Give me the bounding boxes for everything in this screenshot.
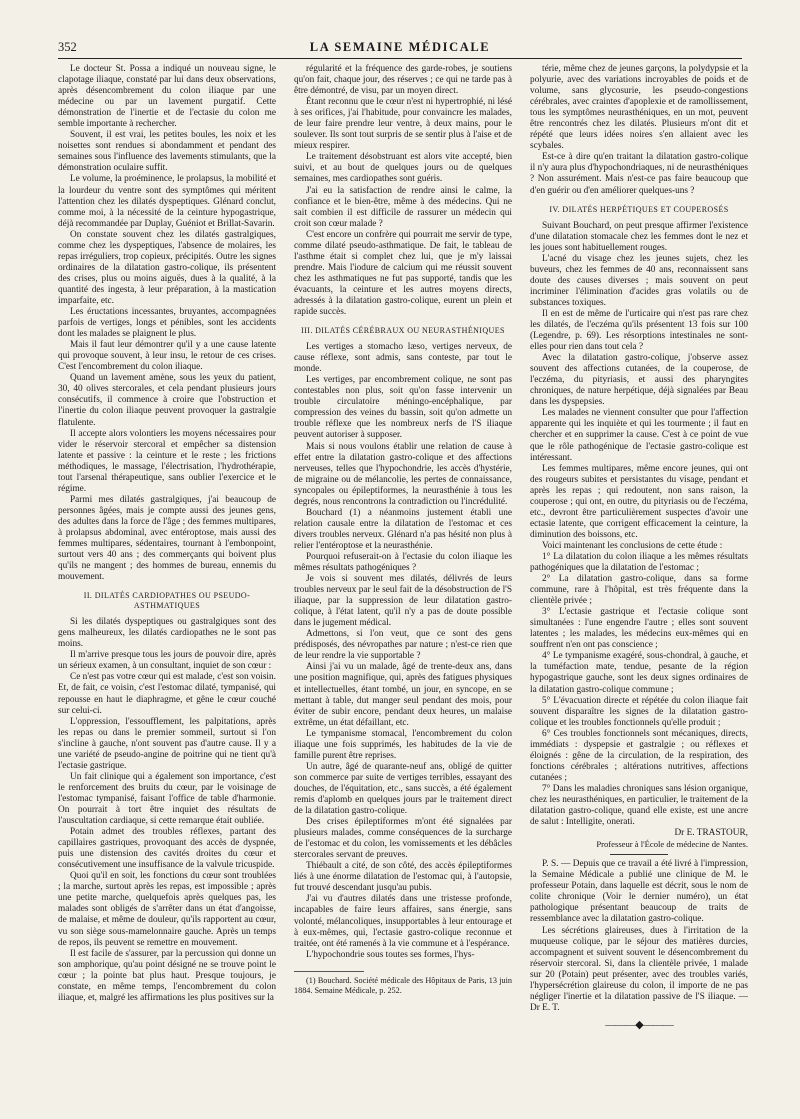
paragraph: Les sécrétions glaireuses, dues à l'irritation de la muqueuse colique, par le séjour des matières durcies, accompagnent et suivent souvent le désencombrement du réservoir stercoral. Si, dans la clientèle privée, 1 malade sur 20 (Potain) peut présenter, avec des troubles variés, l'hypersécrétion glaireuse du colon, il importe de ne pas négliger l'inertie et la dilatation passive de l'S iliaque. — Dr E. T. [530, 925, 748, 1013]
paragraph: J'ai eu la satisfaction de rendre ainsi le calme, la confiance et le bien-être, même à des médecins. Qui ne sait combien il est difficile de rassurer un médecin qui croit son cœur malade ? [294, 185, 512, 229]
paragraph: Mais si nous voulons établir une relation de cause à effet entre la dilatation gastro-colique et des affections nerveuses, telles que l'hypochondrie, les accès d'hystérie, de migraine ou de mélancolie, les pertes de connaissance, syncopales ou épileptiformes, la neurasthénie à tous les degrés, nous rencontrons la contradiction ou l'incrédulité. [294, 441, 512, 507]
paragraph: L'oppression, l'essoufflement, les palpitations, après les repas ou dans le premier sommeil, surtout si l'on s'incline à gauche, n'ont souvent pas d'autre cause. Il y a une variété de pseudo-angine de poitrine qui ne tient qu'à l'ectasie gastrique. [58, 716, 276, 771]
paragraph: 6° Ces troubles fonctionnels sont mécaniques, directs, immédiats : dyspepsie et gastralgie ; ou réflexes et éloignés : gêne de la circulation, de la respiration, des fonctions cérébrales ; altérations nutritives, affections cutanées ; [530, 728, 748, 783]
paragraph: Admettons, si l'on veut, que ce sont des gens prédisposés, des névropathes par nature ; n'est-ce rien que de leur rendre la vie supportable ? [294, 629, 512, 662]
paragraph: 3° L'ectasie gastrique et l'ectasie colique sont simultanées : l'une engendre l'autre ; elles sont souvent latentes ; les malades, les médecins eux-mêmes qui en souffrent n'en ont pas conscience ; [530, 607, 748, 651]
section-heading-herpetiques: IV. DILATÉS HERPÉTIQUES ET COUPEROSÉS [549, 204, 729, 214]
paragraph: Les vertiges a stomacho læso, vertiges nerveux, de cause réflexe, sont admis, sans conteste, par tout le monde. [294, 342, 512, 375]
paragraph: Étant reconnu que le cœur n'est ni hypertrophié, ni lésé à ses orifices, j'ai l'habitude, pour convaincre les malades, de leur faire prendre leur ventre, à deux mains, pour le soulever. Ils sont tout surpris de se sentir plus à l'aise et de mieux respirer. [294, 97, 512, 152]
author-signature: Dr E. TRASTOUR, [674, 828, 748, 839]
paragraph: Un fait clinique qui a également son importance, c'est le renforcement des bruits du cœur, par le voisinage de l'estomac tympanisé, faisant l'office de table d'harmonie. On pourrait à tort être inquiet des résultats de l'auscultation cardiaque, si cette remarque était oubliée. [58, 771, 276, 827]
paragraph: Pourquoi refuserait-on à l'ectasie du colon iliaque les mêmes résultats pathogéniques ? [294, 551, 512, 574]
paragraph: térie, même chez de jeunes garçons, la polydypsie et la polyurie, avec des variations incroyables de poids et de volume, sans glycosurie, les pseudo-congestions cérébrales, avec craintes d'apoplexie et de ramollissement, tous les symptômes neurasthéniques, en un mot, peuvent être rencontrés chez les dilatés. Plusieurs m'ont dit et répété que leurs idées noires s'en allaient avec les scybales. [530, 64, 748, 152]
author-title: Professeur à l'École de médecine de Nantes. [596, 839, 748, 850]
paragraph: Le docteur St. Possa a indiqué un nouveau signe, le clapotage iliaque, constaté par lui dans deux observations, après désencombrement du colon iliaque par une médecine ou par un lavement purgatif. Cette démonstration de l'inertie et de l'ectasie du colon me semble importante à rechercher. [58, 64, 276, 130]
section-heading-cerebraux: III. DILATÉS CÉRÉBRAUX OU NEURASTHÉNIQUES [301, 326, 505, 336]
col1b-paragraphs [58, 617, 276, 1004]
paragraph: Ainsi j'ai vu un malade, âgé de trente-deux ans, dans une position magnifique, qui, après des fatigues physiques et intellectuelles, étant tombé, un jour, en syncope, en se mettant à table, dut manger seul pendant des mois, pour éviter de subir encore, pendant deux heures, un malaise extrême, un état défaillant, etc. [294, 662, 512, 728]
footnote: (1) Bouchard. Société médicale des Hôpitaux de Paris, 13 juin 1884. Semaine Médicale, p. 252. [294, 975, 512, 995]
paragraph: Est-ce à dire qu'en traitant la dilatation gastro-colique il n'y aura plus d'hypochondriaques, ni de neurasthéniques ? Non assurément. Mais n'est-ce pas faire beaucoup que d'en guérir ou d'en améliorer quelques-uns ? [530, 152, 748, 196]
section-heading-cardiopathes: II. DILATÉS CARDIOPATHES OU PSEUDO-ASTHMATIQUES [83, 591, 251, 611]
footnote-divider [294, 971, 364, 972]
paragraph: régularité et la fréquence des garde-robes, je soutiens qu'on fait, chaque jour, des réserves ; ce qui ne tarde pas à être démontré, de visu, par un moyen direct. [294, 64, 512, 97]
paragraph: 7° Dans les maladies chroniques sans lésion organique, chez les neurasthéniques, en particulier, le traitement de la dilatation gastro-colique, quand elle existe, est une ancre de salut : Intelligite, onerati. [530, 783, 748, 828]
column-left [58, 64, 276, 1099]
paragraph: Les vertiges, par encombrement colique, ne sont pas contestables non plus, soit qu'on fasse intervenir un trouble circulatoire méningo-encéphalique, par compression des veines du bassin, soit qu'on admette un trouble réflexe que les nombreux nerfs de l'S iliaque peuvent autoriser à supposer. [294, 375, 512, 441]
running-header [58, 40, 742, 59]
paragraph: Voici maintenant les conclusions de cette étude : [542, 540, 723, 551]
col1-paragraphs [58, 64, 276, 583]
paragraph: Thiébault a cité, de son côté, des accès épileptiformes liés à une énorme dilatation de l'estomac qui, à l'autopsie, fut trouvé descendant jusqu'au pubis. [294, 861, 512, 894]
paragraph: C'est encore un confrère qui pourrait me servir de type, comme dilaté pseudo-asthmatique. De fait, le tableau de l'asthme était si complet chez lui, que je m'y laissai prendre. Mais l'iodure de calcium qui me réussit souvent chez les asthmatiques ne fut pas supporté, tandis que les évacuants, la ceinture et les autres moyens directs, adressés à la dilatation gastro-colique, eurent un plein et rapide succès. [294, 229, 512, 318]
page-number: 352 [58, 40, 77, 54]
paragraph: Le tympanisme stomacal, l'encombrement du colon iliaque une fois supprimés, les habitudes de la vie de famille purent être reprises. [294, 728, 512, 761]
paragraph: Parmi mes dilatés gastralgiques, j'ai beaucoup de personnes âgées, mais je compte aussi des jeunes gens, des adultes dans la force de l'âge ; des femmes multipares, à prolapsus abdominal, avec entéroptose, mais aussi des femmes multipares, sédentaires, tournant à l'embonpoint, surtout vers 40 ans ; des commerçants qui boivent plus qu'ils ne mangent ; des hommes de bureau, ennemis du mouvement. [58, 494, 276, 583]
col3b-paragraphs [530, 221, 748, 552]
paragraph: Je vois si souvent mes dilatés, délivrés de leurs troubles nerveux par le seul fait de la désobstruction de l'S iliaque, par la suppression de leur dilatation gastro-colique, à l'état latent, qu'il n'y a pas de doute possible dans le jugement médical. [294, 574, 512, 629]
paragraph: 2° La dilatation gastro-colique, dans sa forme commune, rare à l'hôpital, est très fréquente dans la clientèle privée ; [530, 574, 748, 607]
paragraph: P. S. — Depuis que ce travail a été livré à l'impression, la Semaine Médicale a publié une clinique de M. le professeur Potain, dans laquelle est décrit, sous le nom de colite chronique (Voir le dernier numéro), un état pathologique présentant beaucoup de traits de ressemblance avec la dilatation gastro-colique. [530, 859, 748, 925]
paragraph: Quand un lavement amène, sous les yeux du patient, 30, 40 olives stercorales, et cela pendant plusieurs jours consécutifs, il commence à croire que l'obstruction et l'inertie du colon iliaque peuvent provoquer la gastralgie flatulente. [58, 373, 276, 428]
paragraph: Les éructations incessantes, bruyantes, accompagnées parfois de vertiges, longs et pénibles, sont les accidents dont les malades se plaignent le plus. [58, 307, 276, 340]
paragraph: Mais il faut leur démontrer qu'il y a une cause latente qui provoque souvent, à leur insu, le retour de ces crises. C'est l'encombrement du colon iliaque. [58, 340, 276, 373]
paragraph: L'hypochondrie sous toutes ses formes, l'hys- [306, 949, 475, 960]
end-ornament: ———◆——— [605, 1018, 673, 1031]
paragraph: Il m'arrive presque tous les jours de pouvoir dire, après un sérieux examen, à un consultant, inquiet de son cœur : [58, 650, 276, 672]
paragraph: Les malades ne viennent consulter que pour l'affection apparente qui les inquiète et qui les tourmente ; il faut en chercher et en supprimer la cause. C'est à ce point de vue que le rôle pathogénique de l'ectasie gastro-colique est intéressant. [530, 408, 748, 463]
paragraph: Ce n'est pas votre cœur qui est malade, c'est son voisin. Et, de fait, ce voisin, c'est l'estomac dilaté, tympanisé, qui repousse en haut le diaphragme, et gêne le cœur couché sur celui-ci. [58, 672, 276, 716]
paragraph: Souvent, il est vrai, les petites boules, les noix et les noisettes sont rendues si abondamment et pendant des semaines sous l'influence des lavements stimulants, que la démonstration oculaire suffit. [58, 130, 276, 174]
paragraph: Il accepte alors volontiers les moyens nécessaires pour vider le réservoir stercoral et empêcher sa distension latente et passive : la ceinture et le reste ; les frictions méthodiques, le massage, l'électrisation, l'hydrothérapie, tout l'arsenal thérapeutique, sans oublier l'exercice et le régime. [58, 428, 276, 494]
paragraph: On constate souvent chez les dilatés gastralgiques, comme chez les dyspeptiques, l'absence de molaires, les repas irréguliers, trop copieux, précipités. Outre les signes ordinaires de la dilatation gastro-colique, ils présentent des crises, plus ou moins aiguës, dues à la qualité, à la quantité des ingesta, à leur préparation, à la mastication imparfaite, etc. [58, 229, 276, 306]
paragraph: Avec la dilatation gastro-colique, j'observe assez souvent des affections cutanées, de la couperose, de l'eczéma, du pityriasis, et aussi des pharyngites chroniques, de nature herpétique, déjà signalées par Beau dans les dyspepsies. [530, 353, 748, 408]
col2b-paragraphs [294, 342, 512, 961]
paragraph: 1° La dilatation du colon iliaque a les mêmes résultats pathogéniques que la dilatation de l'estomac ; [530, 551, 748, 574]
col3-paragraphs [530, 64, 748, 197]
conclusions-list [530, 552, 748, 828]
postscript-paragraphs [530, 859, 748, 1014]
paragraph: Le volume, la proéminence, le prolapsus, la mobilité et la lourdeur du ventre sont des symptômes qui méritent l'attention chez les dilatés dyspeptiques. Glénard conclut, comme moi, à la nécessité de la ceinture hypogastrique, déjà recommandée par Duplay, Guéniot et Brillat-Savarin. [58, 174, 276, 229]
paragraph: Potain admet des troubles réflexes, partant des capillaires gastriques, provoquant des accès de dyspnée, puis une distension des cavités droites du cœur et consécutivement une insuffisance de la valvule tricuspide. [58, 827, 276, 871]
article-columns [58, 64, 748, 1099]
paragraph: L'acné du visage chez les jeunes sujets, chez les buveurs, chez les femmes de 40 ans, reconnaissent sans doute des causes diverses ; mais souvent on peut incriminer l'élimination d'acides gras volatils ou de substances toxiques. [530, 253, 748, 308]
paragraph: Il est facile de s'assurer, par la percussion qui donne un son amphorique, qu'au point désigné ne se trouve point le cœur ; la pointe bat plus haut. Presque toujours, je constate, en même temps, l'encombrement du colon iliaque, et, malgré les affirmations les plus positives sur la [58, 948, 276, 1003]
column-right [530, 64, 748, 1099]
col2-paragraphs [294, 64, 512, 318]
paragraph: Si les dilatés dyspeptiques ou gastralgiques sont des gens malheureux, les dilatés cardiopathes ne le sont pas moins. [58, 617, 276, 650]
paragraph: 4° Le tympanisme exagéré, sous-chondral, à gauche, et la tuméfaction mate, tendue, pesante de la région hypogastrique gauche, sont les deux signes ordinaires de la dilatation gastro-colique commune ; [530, 651, 748, 695]
journal-title: LA SEMAINE MÉDICALE [309, 40, 491, 54]
paragraph: J'ai vu d'autres dilatés dans une tristesse profonde, incapables de faire leurs affaires, sans énergie, sans volonté, mélancoliques, insupportables à leur entourage et à eux-mêmes, qui, l'ectasie gastro-colique reconnue et traitée, ont été ramenés à la vie commune et à l'espérance. [294, 894, 512, 949]
paragraph: Des crises épileptiformes m'ont été signalées par plusieurs malades, comme conséquences de la surcharge de l'estomac et du colon, les vomissements et les débâcles stercorales servant de preuves. [294, 817, 512, 861]
paragraph: Les femmes multipares, même encore jeunes, qui ont des rougeurs subites et persistantes du visage, pendant et après les repas ; qui redoutent, non sans raison, la couperose ; qui ont, en outre, du pityriasis ou de l'eczéma, etc., devront être particulièrement suspectes d'avoir une ectasie latente, que corrigent efficacement la ceinture, la diminution des boissons, etc. [530, 463, 748, 540]
paragraph: Le traitement désobstruant est alors vite accepté, bien suivi, et au bout de quelques jours ou de quelques semaines, mes cardiopathes sont guéris. [294, 152, 512, 185]
paragraph: Il en est de même de l'urticaire qui n'est pas rare chez les dilatés, de l'eczéma qu'ils présentent 13 fois sur 100 (Legendre, p. 69). Les résorptions intestinales ne sont-elles pour rien dans tout cela ? [530, 308, 748, 353]
paragraph: 5° L'évacuation directe et répétée du colon iliaque fait souvent disparaître les signes de la dilatation gastro-colique et les troubles fonctionnels qu'elle produit ; [530, 695, 748, 728]
paragraph: Un autre, âgé de quarante-neuf ans, obligé de quitter son commerce par suite de vertiges terribles, essayant des douches, de l'équitation, etc., sans succès, a été également remis d'aplomb en quelques jours par le traitement direct de la dilatation gastro-colique. [294, 761, 512, 817]
section-divider [610, 854, 668, 855]
paragraph: Bouchard (1) a néanmoins justement établi une relation causale entre la dilatation de l'estomac et ces divers troubles nerveux. Glénard n'a pas hésité non plus à relier l'entéroptose et la neurasthénie. [294, 507, 512, 551]
paragraph: Quoi qu'il en soit, les fonctions du cœur sont troublées ; la marche, surtout après les repas, est impossible ; après une petite marche, quelquefois après quelques pas, les malades sont obligés de s'arrêter dans un état d'angoisse, de malaise, et même de douleur, qu'ils rapportent au cœur, vu son siège sous-mamelonnaire gauche. Après un temps de repos, ils peuvent se remettre en mouvement. [58, 871, 276, 948]
column-middle [294, 64, 512, 1099]
paragraph: Suivant Bouchard, on peut presque affirmer l'existence d'une dilatation stomacale chez les femmes dont le nez et les joues sont habituellement rouges. [530, 220, 748, 253]
